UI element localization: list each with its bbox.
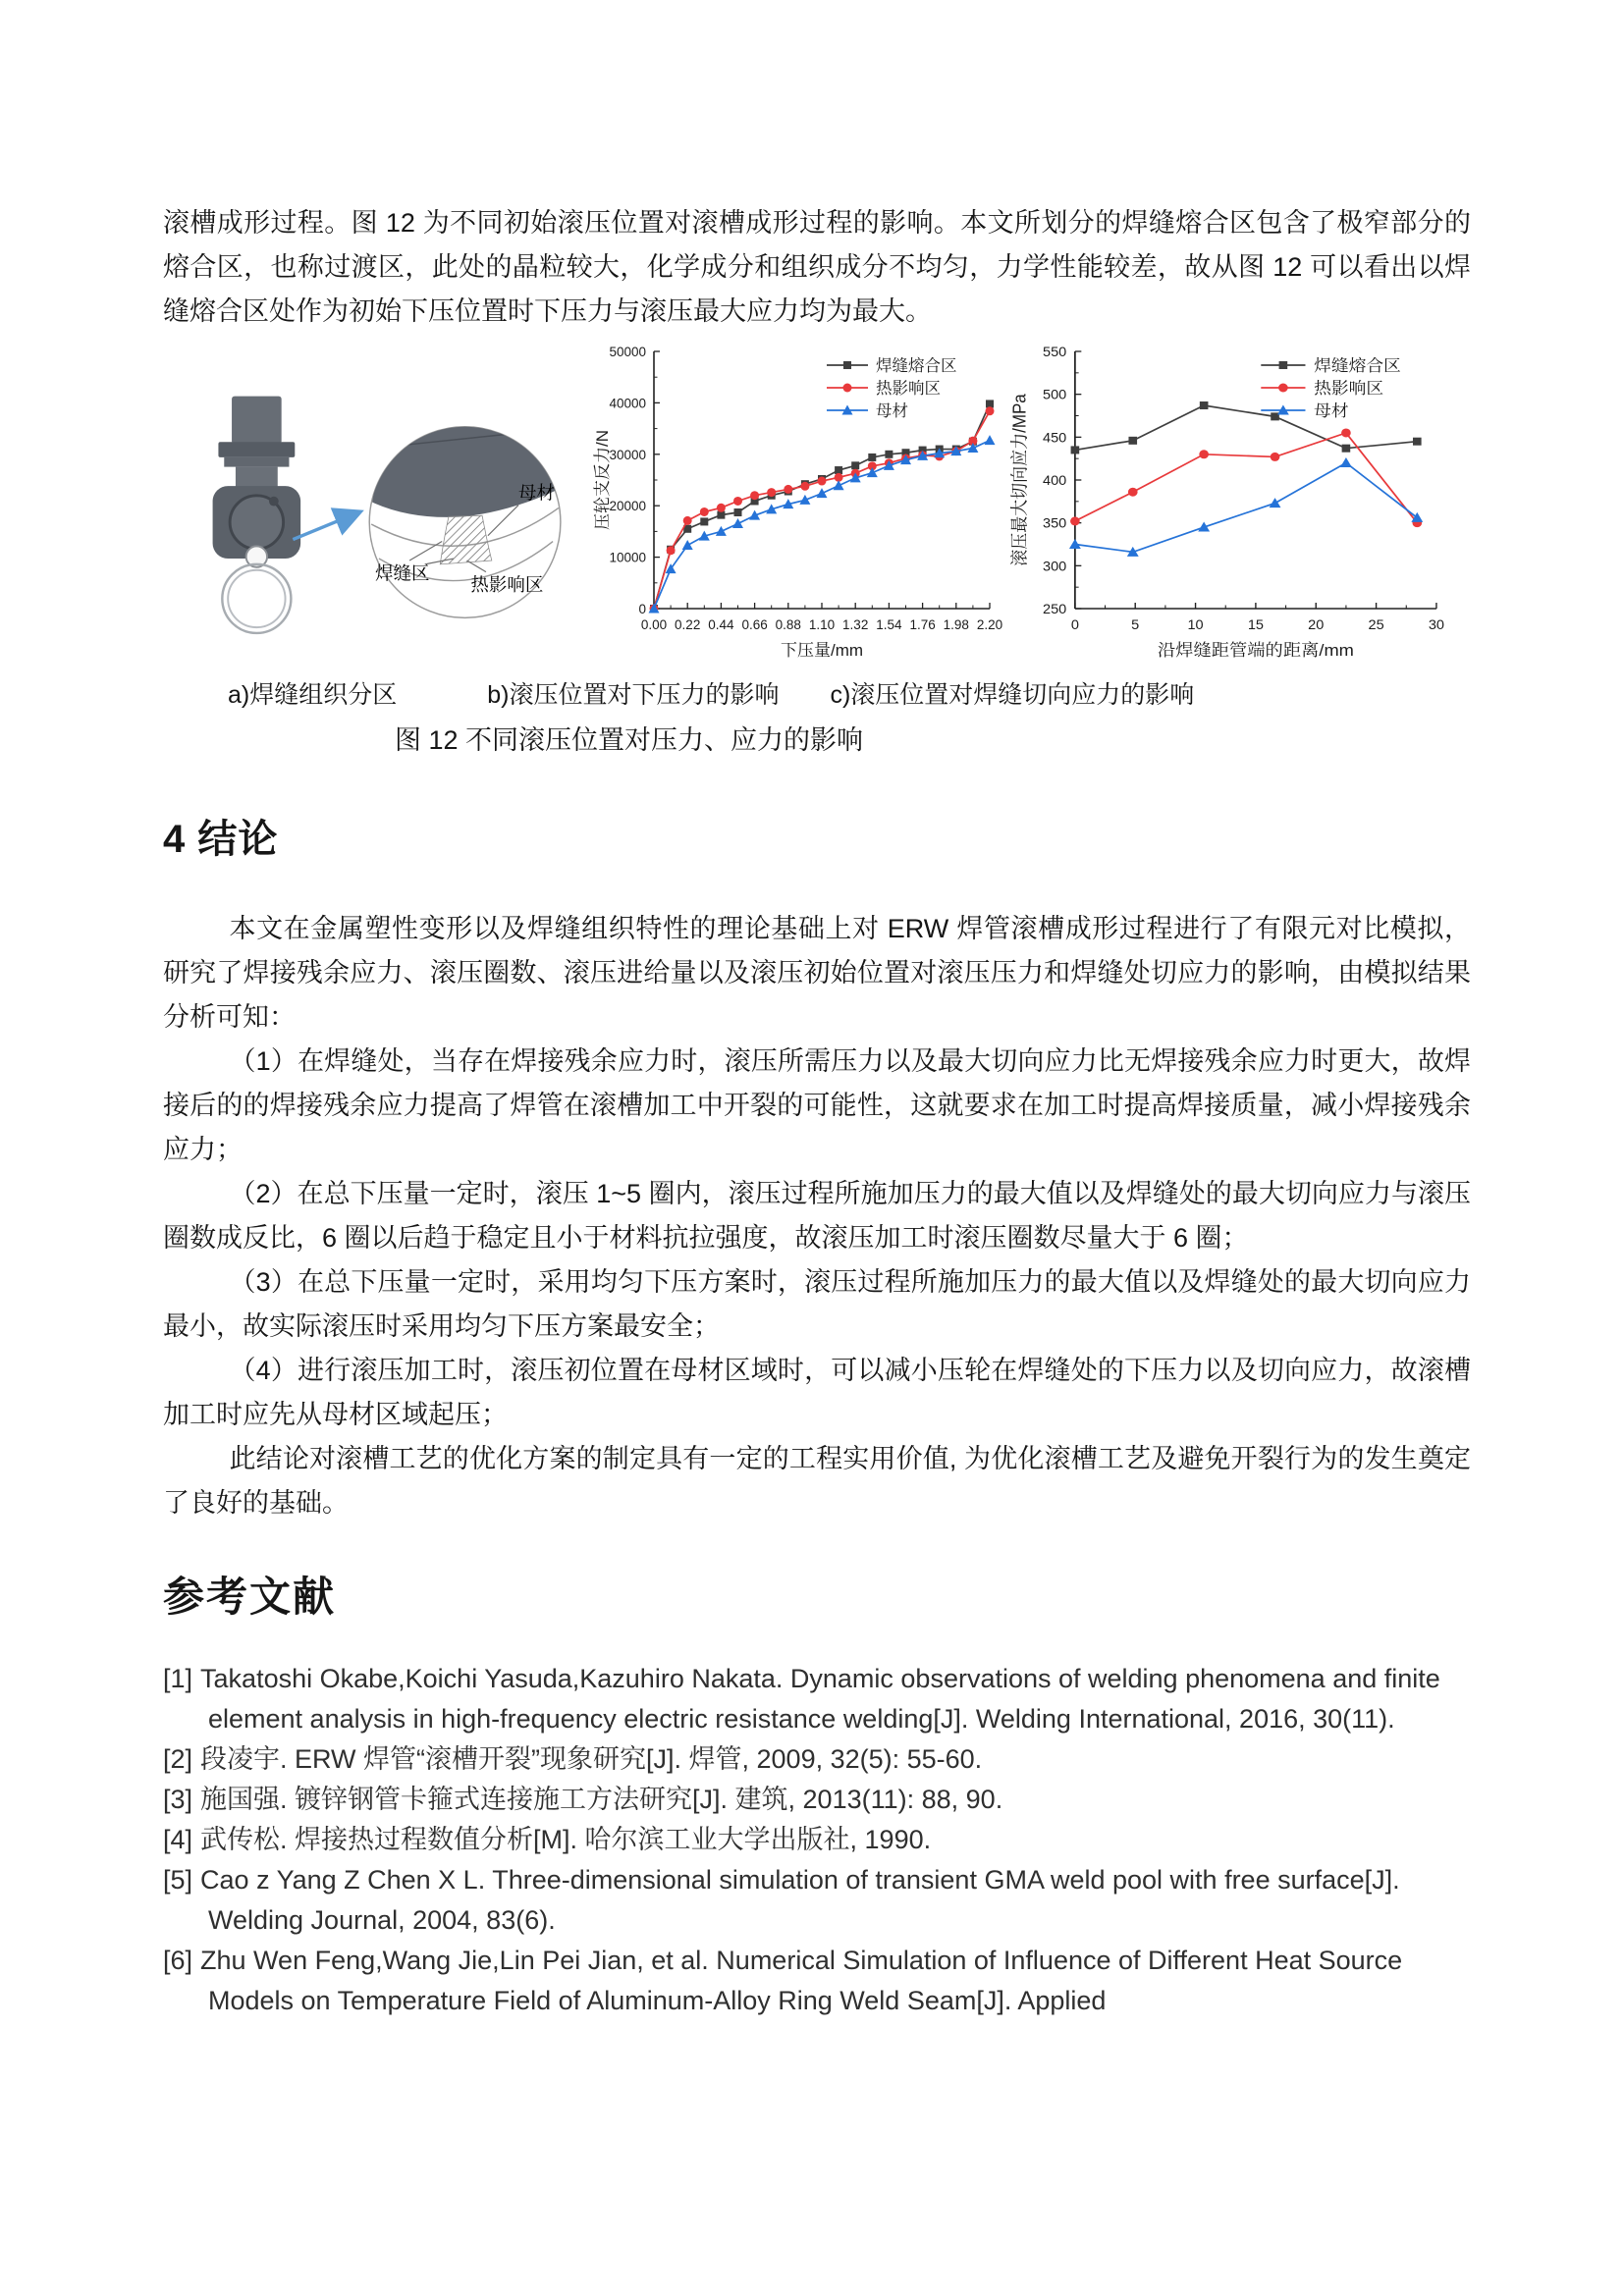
svg-text:热影响区: 热影响区 xyxy=(876,380,941,398)
reference-number: [2] xyxy=(163,1744,193,1774)
svg-text:0: 0 xyxy=(638,602,646,616)
zoom-arrow xyxy=(293,512,357,539)
svg-text:下压量/mm: 下压量/mm xyxy=(780,641,864,660)
weld-cross-section xyxy=(369,418,561,618)
weld-seam-hatch xyxy=(440,515,492,564)
figure-panel-a xyxy=(163,340,591,667)
svg-text:20000: 20000 xyxy=(609,499,646,514)
haz-label: 热影响区 xyxy=(470,574,544,596)
reference-number: [4] xyxy=(163,1825,193,1854)
svg-text:母材: 母材 xyxy=(876,402,908,420)
reference-item xyxy=(163,1860,1471,1941)
reference-text: Cao z Yang Z Chen X L. Three-dimensional simulation of transient GMA weld pool with free surface[J]. Welding Journal, 2004, 83(6). xyxy=(200,1865,1400,1935)
svg-text:30000: 30000 xyxy=(609,447,646,462)
svg-text:500: 500 xyxy=(1043,387,1067,402)
reference-text: Zhu Wen Feng,Wang Jie,Lin Pei Jian, et al. Numerical Simulation of Influence of Different Heat Source Models on Temperature Field of Aluminum-Alloy Ring Weld Seam[J]. Applied xyxy=(200,1946,1403,2015)
references-heading: 参考文献 xyxy=(163,1574,337,1620)
conclusion-paragraph: （4）进行滚压加工时，滚压初位置在母材区域时，可以减小压轮在焊缝处的下压力以及切向应力，故滚槽加工时应先从母材区域起压； xyxy=(163,1356,1471,1429)
conclusion-paragraph: 本文在金属塑性变形以及焊缝组织特性的理论基础上对 ERW 焊管滚槽成形过程进行了有限元对比模拟，研究了焊接残余应力、滚压圈数、滚压进给量以及滚压初始位置对滚压压力和焊缝处切应力的影响，由模拟结果分析可知： xyxy=(163,914,1471,1032)
reference-item xyxy=(163,1739,1471,1780)
reference-text: Takatoshi Okabe,Koichi Yasuda,Kazuhiro Nakata. Dynamic observations of welding phenomena and finite element analysis in high-frequency electric resistance welding[J]. Welding International, 2016, 30(11). xyxy=(200,1664,1440,1734)
weld-zone-schematic xyxy=(163,381,591,667)
svg-text:40000: 40000 xyxy=(609,396,646,411)
svg-text:压轮支反力/N: 压轮支反力/N xyxy=(593,430,612,530)
sub-captions xyxy=(163,675,1471,711)
conclusion-paragraph: （1）在焊缝处，当存在焊接残余应力时，滚压所需压力以及最大切向应力比无焊接残余应力时更大，故焊接后的的焊接残余应力提高了焊管在滚槽加工中开裂的可能性，这就要求在加工时提高焊接质量，减小焊接残余应力； xyxy=(163,1046,1471,1164)
conclusion-paragraph: 此结论对滚槽工艺的优化方案的制定具有一定的工程实用价值, 为优化滚槽工艺及避免开裂行为的发生奠定了良好的基础。 xyxy=(163,1444,1471,1518)
downforce-vs-position-chart xyxy=(591,340,1003,664)
svg-text:2.20: 2.20 xyxy=(976,617,1003,632)
svg-text:焊缝熔合区: 焊缝熔合区 xyxy=(876,357,957,375)
svg-text:5: 5 xyxy=(1131,616,1140,632)
svg-text:0.66: 0.66 xyxy=(741,617,768,632)
svg-text:350: 350 xyxy=(1043,515,1067,531)
svg-text:0.00: 0.00 xyxy=(640,617,668,632)
svg-text:沿焊缝距管端的距离/mm: 沿焊缝距管端的距离/mm xyxy=(1157,640,1354,660)
svg-text:25: 25 xyxy=(1368,616,1384,632)
reference-item xyxy=(163,1659,1471,1739)
reference-text: 施国强. 镀锌钢管卡箍式连接施工方法研究[J]. 建筑, 2013(11): 88, 90. xyxy=(200,1785,1003,1814)
svg-text:0.44: 0.44 xyxy=(708,617,734,632)
svg-text:50000: 50000 xyxy=(609,345,646,359)
svg-text:热影响区: 热影响区 xyxy=(1314,378,1384,398)
figure-12 xyxy=(163,340,1471,666)
conclusion-paragraph: （2）在总下压量一定时，滚压 1~5 圈内，滚压过程所施加压力的最大值以及焊缝处的最大切向应力与滚压圈数成反比，6 圈以后趋于稳定且小于材料抗拉强度，故滚压加工时滚压圈数尽量大于 6 圈； xyxy=(163,1179,1471,1253)
svg-text:15: 15 xyxy=(1247,616,1264,632)
reference-text: 段凌宇. ERW 焊管“滚槽开裂”现象研究[J]. 焊管, 2009, 32(5): 55-60. xyxy=(200,1744,983,1774)
rolling-tool-illustration xyxy=(213,397,301,633)
svg-text:1.32: 1.32 xyxy=(842,617,869,632)
svg-text:1.76: 1.76 xyxy=(909,617,936,632)
caption-a: a)焊缝组织分区 xyxy=(228,681,398,709)
svg-text:10000: 10000 xyxy=(609,550,646,565)
conclusion-paragraph: （3）在总下压量一定时，采用均匀下压方案时，滚压过程所施加压力的最大值以及焊缝处的最大切向应力最小，故实际滚压时采用均匀下压方案最安全； xyxy=(163,1267,1471,1341)
svg-text:母材: 母材 xyxy=(1314,400,1349,420)
figure-panel-b xyxy=(591,340,1007,664)
svg-text:0: 0 xyxy=(1070,616,1079,632)
svg-text:250: 250 xyxy=(1043,601,1067,616)
svg-text:1.10: 1.10 xyxy=(808,617,836,632)
svg-text:10: 10 xyxy=(1187,616,1204,632)
svg-text:20: 20 xyxy=(1308,616,1325,632)
svg-text:400: 400 xyxy=(1043,472,1067,488)
stress-vs-position-chart xyxy=(1007,340,1451,664)
reference-item xyxy=(163,1941,1471,2021)
reference-item xyxy=(163,1820,1471,1860)
svg-text:0.88: 0.88 xyxy=(775,617,801,632)
intro-paragraph: 滚槽成形过程。图 12 为不同初始滚压位置对滚槽成形过程的影响。本文所划分的焊缝熔合区包含了极窄部分的熔合区，也称过渡区，此处的晶粒较大，化学成分和组织成分不均匀，力学性能较差，故从图 12 可以看出以焊缝熔合区处作为初始下压位置时下压力与滚压最大应力均为最大。 xyxy=(163,208,1471,326)
reference-item xyxy=(163,1780,1471,1820)
reference-number: [5] xyxy=(163,1865,193,1895)
figure-panel-c xyxy=(1007,340,1461,664)
reference-number: [3] xyxy=(163,1785,193,1814)
svg-text:300: 300 xyxy=(1043,558,1067,574)
svg-text:1.98: 1.98 xyxy=(943,617,969,632)
reference-number: [1] xyxy=(163,1664,193,1693)
svg-text:0.22: 0.22 xyxy=(675,617,701,632)
conclusion-body xyxy=(163,907,1471,1525)
svg-text:焊缝熔合区: 焊缝熔合区 xyxy=(1314,355,1401,375)
caption-c: c)滚压位置对焊缝切向应力的影响 xyxy=(830,681,1195,709)
caption-b: b)滚压位置对下压力的影响 xyxy=(487,681,780,709)
svg-text:1.54: 1.54 xyxy=(876,617,902,632)
conclusion-heading: 4 结论 xyxy=(163,818,279,861)
svg-text:滚压最大切向应力/MPa: 滚压最大切向应力/MPa xyxy=(1008,394,1030,566)
svg-text:30: 30 xyxy=(1428,616,1445,632)
figure-main-caption: 图 12 不同滚压位置对压力、应力的影响 xyxy=(395,725,864,755)
reference-list xyxy=(163,1659,1471,2021)
reference-number: [6] xyxy=(163,1946,193,1975)
svg-text:550: 550 xyxy=(1043,344,1067,359)
reference-text: 武传松. 焊接热过程数值分析[M]. 哈尔滨工业大学出版社, 1990. xyxy=(200,1825,932,1854)
weld-zone-label: 焊缝区 xyxy=(375,562,430,584)
base-metal-label: 母材 xyxy=(518,482,556,504)
svg-text:450: 450 xyxy=(1043,429,1067,446)
